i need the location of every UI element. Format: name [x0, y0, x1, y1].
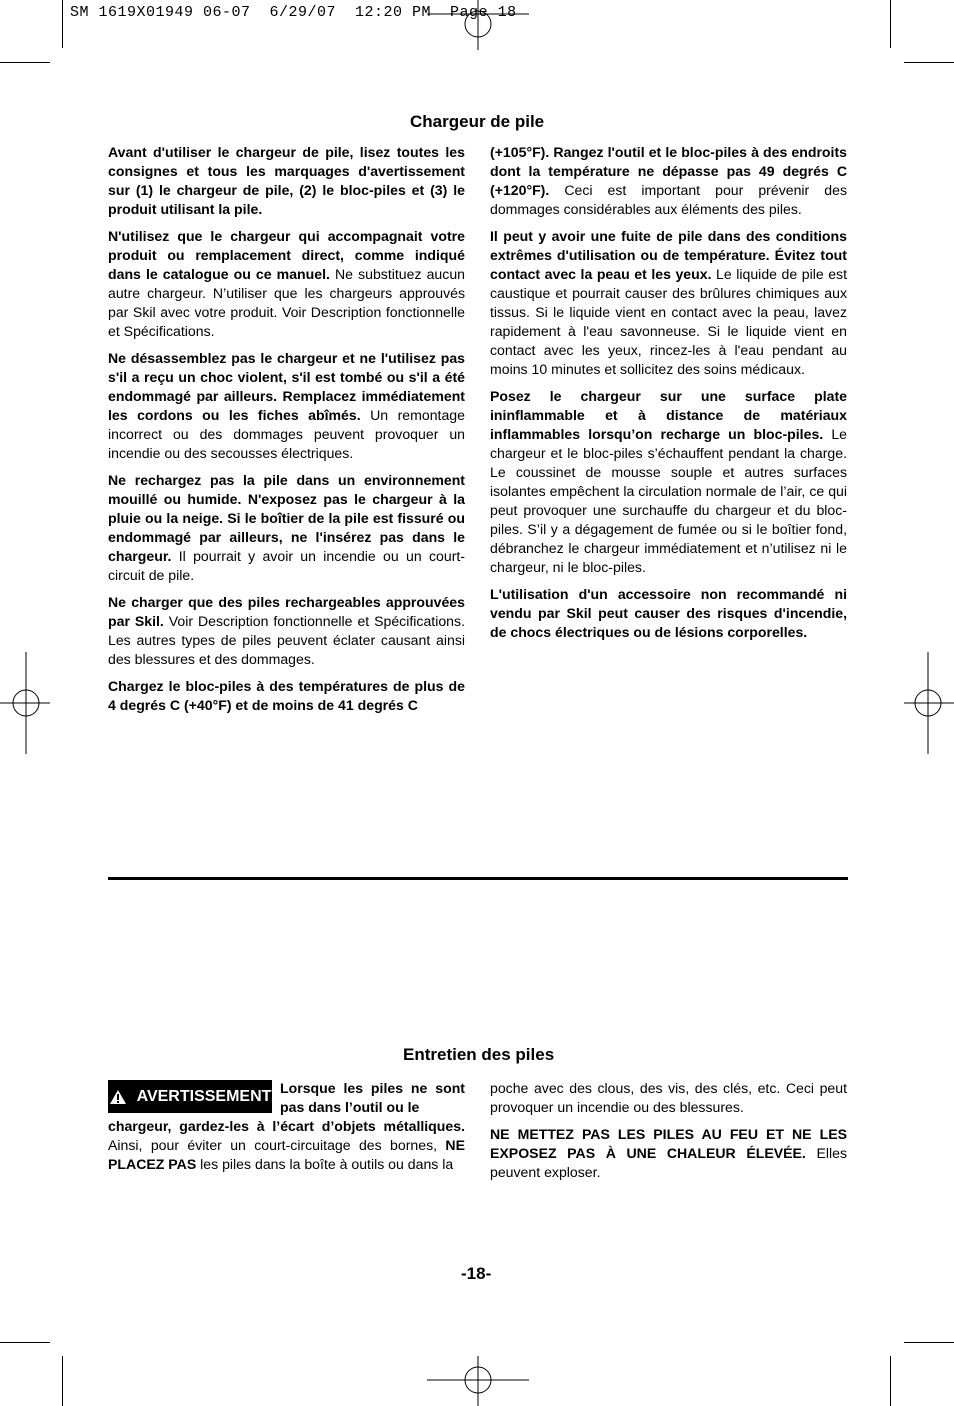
- body-text: Ne substituez aucun autre chargeur. N’utiliser que les chargeurs approuvés par Skil avec votre produit. Voir Description fonctionnelle et Spécifications.: [108, 266, 465, 339]
- warning-badge: [108, 1080, 272, 1113]
- paragraph: [108, 471, 465, 585]
- crop-mark: [890, 0, 891, 48]
- bold-text: Posez le chargeur sur une surface plate ininflammable et à distance de matériaux inflammables lorsqu’on recharge un bloc-piles.: [490, 388, 847, 442]
- body-text: Il pourrait y avoir un incendie ou un court-circuit de pile.: [108, 548, 465, 583]
- paragraph: [108, 593, 465, 669]
- paragraph: [108, 227, 465, 341]
- paragraph: [490, 1125, 847, 1182]
- bold-text: Lorsque les piles ne sont pas dans l’outil ou le: [280, 1080, 465, 1115]
- body-text: Ainsi, pour éviter un court-circuitage des bornes,: [108, 1137, 446, 1153]
- bold-text: NE PLACEZ PAS: [108, 1137, 465, 1172]
- paragraph: [490, 1079, 847, 1117]
- crop-mark: [62, 1356, 63, 1406]
- page-number: -18-: [461, 1264, 492, 1283]
- section-title-entretien: Entretien des piles: [403, 1045, 555, 1064]
- paragraph: [108, 677, 465, 715]
- registration-mark-icon: [0, 652, 50, 754]
- body-text: Le chargeur et le bloc-piles s’échauffent pendant la charge. Le coussinet de mousse souple et autres surfaces isolantes empêchent la circulation normale de l’air, ce qui peut provoquer une surchauffe du chargeur et du bloc-piles. S’il y a dégagement de fumée ou si le boîtier fond, débranchez le chargeur immédiatement et n’utilisez ni le chargeur, ni le bloc-piles.: [490, 426, 847, 575]
- crop-mark: [904, 1342, 954, 1343]
- bold-text: NE METTEZ PAS LES PILES AU FEU ET NE LES EXPOSEZ PAS À UNE CHALEUR ÉLEVÉE.: [490, 1126, 847, 1161]
- warning-text-top: [280, 1079, 465, 1117]
- warning-label: AVERTISSEMENT: [136, 1087, 272, 1105]
- body-text: Ceci est important pour prévenir des dommages considérables aux éléments des piles.: [490, 182, 847, 217]
- paragraph: [108, 1117, 465, 1174]
- bold-text: Avant d'utiliser le chargeur de pile, lisez toutes les consignes et tous les marquages d'avertissement sur (1) le chargeur de pile, (2) le bloc-piles et (3) le produit utilisant la pile.: [108, 144, 465, 217]
- bold-text: Ne charger que des piles rechargeables approuvées par Skil.: [108, 594, 465, 629]
- body-text: Un remontage incorrect ou des dommages peuvent provoquer un incendie ou des secousses électriques.: [108, 407, 465, 461]
- paragraph: [490, 227, 847, 379]
- crop-mark: [0, 62, 50, 63]
- registration-mark-icon: [427, 0, 529, 50]
- registration-mark-icon: [904, 652, 954, 754]
- body-text: Voir Description fonctionnelle et Spécifications. Les autres types de piles peuvent éclater causant ainsi des blessures et des dommages.: [108, 613, 465, 667]
- column-left-chargeur: [108, 143, 465, 723]
- bold-text: Ne rechargez pas la pile dans un environnement mouillé ou humide. N'exposez pas le chargeur à la pluie ou la neige. Si le boîtier de la pile est fissuré ou endommagé par ailleurs, ne l'insérez pas dans le chargeur.: [108, 472, 465, 564]
- body-text: Elles peuvent exploser.: [490, 1145, 848, 1180]
- column-right-entretien: [490, 1079, 847, 1190]
- bold-text: Ne désassemblez pas le chargeur et ne l'utilisez pas s'il a reçu un choc violent, s'il est tombé ou s'il a été endommagé par ailleurs. Remplacez immédiatement les cordons ou les fiches abîmés.: [108, 350, 465, 423]
- section-divider: [108, 877, 848, 880]
- bold-text: L'utilisation d'un accessoire non recommandé ni vendu par Skil peut causer des risques d'incendie, de chocs électriques ou de lésions corporelles.: [490, 586, 847, 640]
- registration-mark-icon: [427, 1356, 529, 1406]
- paragraph: [490, 387, 847, 577]
- paragraph: [108, 143, 465, 219]
- bold-text: (+105°F). Rangez l'outil et le bloc-piles à des endroits dont la température ne dépasse pas 49 degrés C (+120°F).: [490, 144, 847, 198]
- bold-text: Il peut y avoir une fuite de pile dans des conditions extrêmes d'utilisation ou de température. Évitez tout contact avec la peau et les yeux.: [490, 228, 847, 282]
- body-text: les piles dans la boîte à outils ou dans la: [196, 1156, 454, 1172]
- bold-text: Chargez le bloc-piles à des températures de plus de 4 degrés C (+40°F) et de moins de 41 degrés C: [108, 678, 465, 713]
- bold-text: N'utilisez que le chargeur qui accompagnait votre produit ou remplacement direct, comme indiqué dans le catalogue ou ce manuel.: [108, 228, 465, 282]
- body-text: poche avec des clous, des vis, des clés, etc. Ceci peut provoquer un incendie ou des blessures.: [490, 1080, 847, 1115]
- column-right-chargeur: [490, 143, 847, 650]
- crop-mark: [62, 0, 63, 48]
- paragraph: [490, 585, 847, 642]
- warning-triangle-icon: [109, 1089, 127, 1105]
- crop-mark: [904, 62, 954, 63]
- bold-text: chargeur, gardez-les à l’écart d’objets métalliques.: [108, 1118, 465, 1134]
- printer-slug-line: SM 1619X01949 06-07 6/29/07 12:20 PM Page 18: [70, 4, 517, 21]
- column-left-entretien: [108, 1117, 465, 1182]
- crop-mark: [0, 1342, 50, 1343]
- paragraph: [108, 349, 465, 463]
- crop-mark: [890, 1356, 891, 1406]
- paragraph: [490, 143, 847, 219]
- section-title-chargeur: Chargeur de pile: [410, 112, 545, 131]
- body-text: Le liquide de pile est caustique et pourrait causer des brûlures chimiques aux tissus. Si le liquide vient en contact avec la peau, lavez rapidement à l'eau savonneuse. Si le liquide vient en contact avec les yeux, rincez-les à l'eau pendant au moins 10 minutes et sollicitez des soins médicaux.: [490, 266, 848, 377]
